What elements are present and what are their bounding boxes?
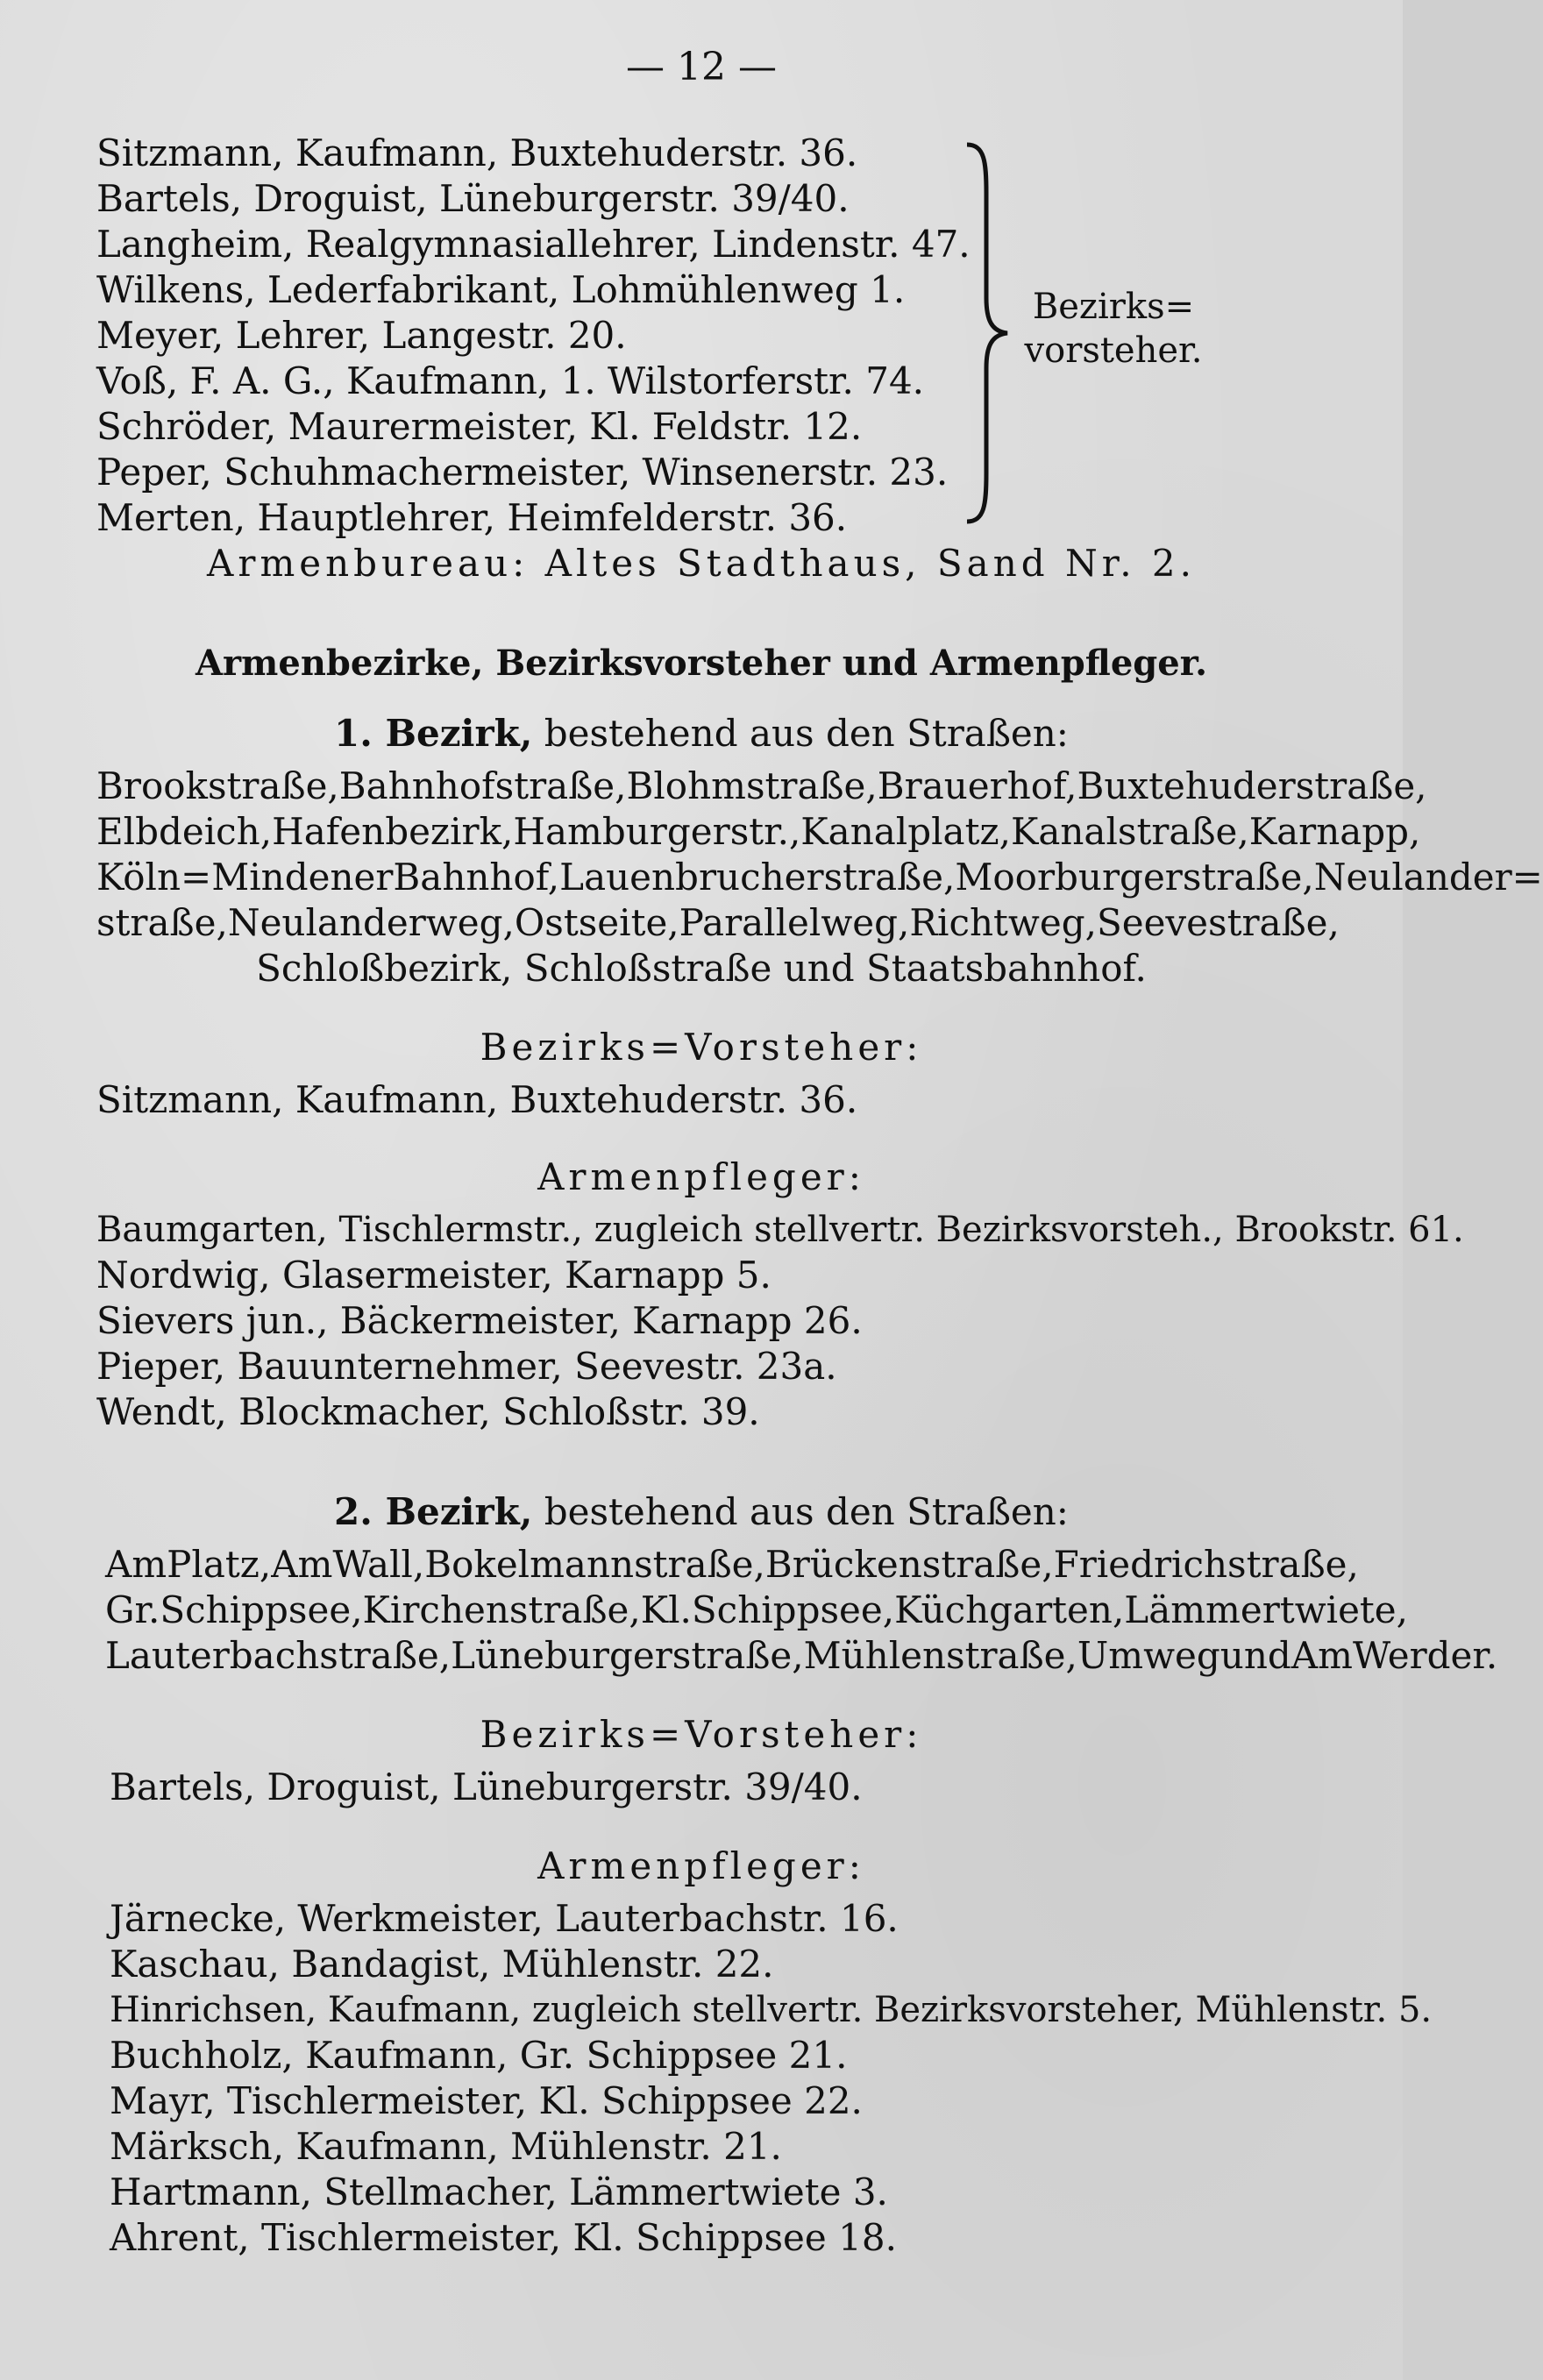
- list-item: Ahrent, Tischlermeister, Kl. Schippsee 18.: [110, 2216, 897, 2259]
- district-1-heading: [0, 712, 1403, 756]
- street-word: straße,: [96, 901, 228, 944]
- list-item: Schröder, Maurermeister, Kl. Feldstr. 12.: [96, 405, 863, 448]
- street-word: Brückenstraße,: [764, 1543, 1054, 1586]
- list-item: Mayr, Tischlermeister, Kl. Schippsee 22.: [110, 2079, 863, 2122]
- brace-label: [1017, 285, 1210, 373]
- street-line-last: Schloßbezirk, Schloßstraße und Staatsbahnhof.: [256, 947, 1147, 990]
- brace-label-line: vorsteher.: [1024, 330, 1203, 371]
- street-word: Schippsee,: [160, 1588, 363, 1631]
- district-2-title: 2. Bezirk,: [334, 1490, 533, 1533]
- street-word: Köln=Mindener: [96, 856, 394, 899]
- district-2-heading: [0, 1490, 1403, 1534]
- list-item: Sievers jun., Bäckermeister, Karnapp 26.: [96, 1299, 863, 1342]
- street-word: Am: [1291, 1634, 1353, 1677]
- street-word: Friedrichstraße,: [1053, 1543, 1359, 1586]
- street-word: Werder.: [1352, 1634, 1498, 1677]
- street-word: Gr.: [105, 1588, 160, 1631]
- list-item: Voß, F. A. G., Kaufmann, 1. Wilstorferstr. 74.: [96, 359, 925, 402]
- district-2-subtitle: bestehend aus den Straßen:: [532, 1490, 1069, 1533]
- street-line: [96, 810, 1421, 854]
- street-word: Buxtehuderstraße,: [1077, 764, 1427, 807]
- curly-brace-icon: [960, 140, 1013, 526]
- street-word: Umweg: [1077, 1634, 1220, 1677]
- street-word: Mühlenstraße,: [803, 1634, 1077, 1677]
- list-item: Wilkens, Lederfabrikant, Lohmühlenweg 1.: [96, 268, 906, 311]
- street-word: Kanalplatz,: [800, 810, 1011, 853]
- list-item: Pieper, Bauunternehmer, Seevestr. 23a.: [96, 1345, 837, 1388]
- list-item: Hinrichsen, Kaufmann, zugleich stellvertr. Bezirksvorsteher, Mühlenstr. 5.: [110, 1990, 1433, 2030]
- street-word: Neulander=: [1313, 856, 1543, 899]
- list-item: Nordwig, Glasermeister, Karnapp 5.: [96, 1254, 772, 1297]
- list-item: Wendt, Blockmacher, Schloßstr. 39.: [96, 1390, 760, 1433]
- street-word: Am: [105, 1543, 167, 1586]
- street-word: Bahnhof,: [393, 856, 560, 899]
- street-word: Bahnhofstraße,: [338, 764, 627, 807]
- street-word: Seevestraße,: [1096, 901, 1340, 944]
- street-word: Kirchenstraße,: [362, 1588, 641, 1631]
- district-1-title: 1. Bezirk,: [334, 712, 533, 755]
- brace-label-line: Bezirks=: [1032, 287, 1195, 327]
- list-item: Merten, Hauptlehrer, Heimfelderstr. 36.: [96, 496, 848, 539]
- list-item: Märksch, Kaufmann, Mühlenstr. 21.: [110, 2125, 782, 2168]
- list-item: Meyer, Lehrer, Langestr. 20.: [96, 314, 627, 357]
- street-word: Schippsee,: [691, 1588, 895, 1631]
- street-word: Richtweg,: [909, 901, 1097, 944]
- street-word: Kanalstraße,: [1010, 810, 1249, 853]
- district-2-vorsteher-heading: Bezirks=Vorsteher:: [480, 1713, 923, 1756]
- list-item: Bartels, Droguist, Lüneburgerstr. 39/40.: [96, 177, 850, 220]
- street-word: Lämmertwiete,: [1124, 1588, 1409, 1631]
- street-line: [96, 856, 1543, 899]
- district-2-vorsteher: Bartels, Droguist, Lüneburgerstr. 39/40.: [110, 1765, 863, 1808]
- list-item: Langheim, Realgymnasiallehrer, Lindenstr. 47.: [96, 223, 971, 266]
- street-line: [96, 901, 1340, 945]
- street-line: [105, 1543, 1359, 1587]
- street-word: Elbdeich,: [96, 810, 273, 853]
- street-word: Am: [271, 1543, 333, 1586]
- list-item: Sitzmann, Kaufmann, Buxtehuderstr. 36.: [96, 131, 858, 174]
- street-word: Küchgarten,: [894, 1588, 1125, 1631]
- district-2-pfleger-heading: Armenpfleger:: [537, 1844, 865, 1887]
- street-line: [96, 764, 1427, 808]
- page-number: — 12 —: [626, 45, 777, 89]
- street-word: Hafenbezirk,: [272, 810, 514, 853]
- street-word: Parallelweg,: [679, 901, 910, 944]
- street-word: Brookstraße,: [96, 764, 339, 807]
- street-word: Lauterbachstraße,: [105, 1634, 452, 1677]
- street-word: Bokelmannstraße,: [424, 1543, 765, 1586]
- street-word: und: [1219, 1634, 1291, 1677]
- street-line: [105, 1588, 1409, 1632]
- district-1-vorsteher: Sitzmann, Kaufmann, Buxtehuderstr. 36.: [96, 1078, 858, 1121]
- list-item: Hartmann, Stellmacher, Lämmertwiete 3.: [110, 2170, 888, 2213]
- district-1-pfleger-heading: Armenpfleger:: [537, 1155, 865, 1198]
- street-word: Hamburgerstr.,: [513, 810, 801, 853]
- street-word: Neulanderweg,: [227, 901, 515, 944]
- street-word: Platz,: [167, 1543, 272, 1586]
- street-word: Moorburgerstraße,: [955, 856, 1314, 899]
- street-word: Ostseite,: [514, 901, 679, 944]
- list-item: Baumgarten, Tischlermstr., zugleich stellvertr. Bezirksvorsteh., Brookstr. 61.: [96, 1210, 1464, 1250]
- district-1-subtitle: bestehend aus den Straßen:: [532, 712, 1069, 755]
- list-item: Buchholz, Kaufmann, Gr. Schippsee 21.: [110, 2034, 848, 2077]
- armenbureau-address: Armenbureau: Altes Stadthaus, Sand Nr. 2.: [207, 542, 1196, 585]
- street-word: Karnapp,: [1248, 810, 1421, 853]
- list-item: Järnecke, Werkmeister, Lauterbachstr. 16.: [110, 1897, 899, 1940]
- street-word: Brauerhof,: [877, 764, 1077, 807]
- list-item: Kaschau, Bandagist, Mühlenstr. 22.: [110, 1943, 774, 1986]
- district-1-vorsteher-heading: Bezirks=Vorsteher:: [480, 1026, 923, 1069]
- street-word: Lauenbrucherstraße,: [559, 856, 956, 899]
- list-item: Peper, Schuhmachermeister, Winsenerstr. 23.: [96, 451, 949, 494]
- street-word: Wall,: [332, 1543, 425, 1586]
- street-word: Blohmstraße,: [626, 764, 878, 807]
- section-heading: Armenbezirke, Bezirksvorsteher und Armenpfleger.: [195, 643, 1208, 684]
- street-line: [105, 1634, 1498, 1678]
- street-word: Lüneburgerstraße,: [451, 1634, 804, 1677]
- street-word: Kl.: [640, 1588, 692, 1631]
